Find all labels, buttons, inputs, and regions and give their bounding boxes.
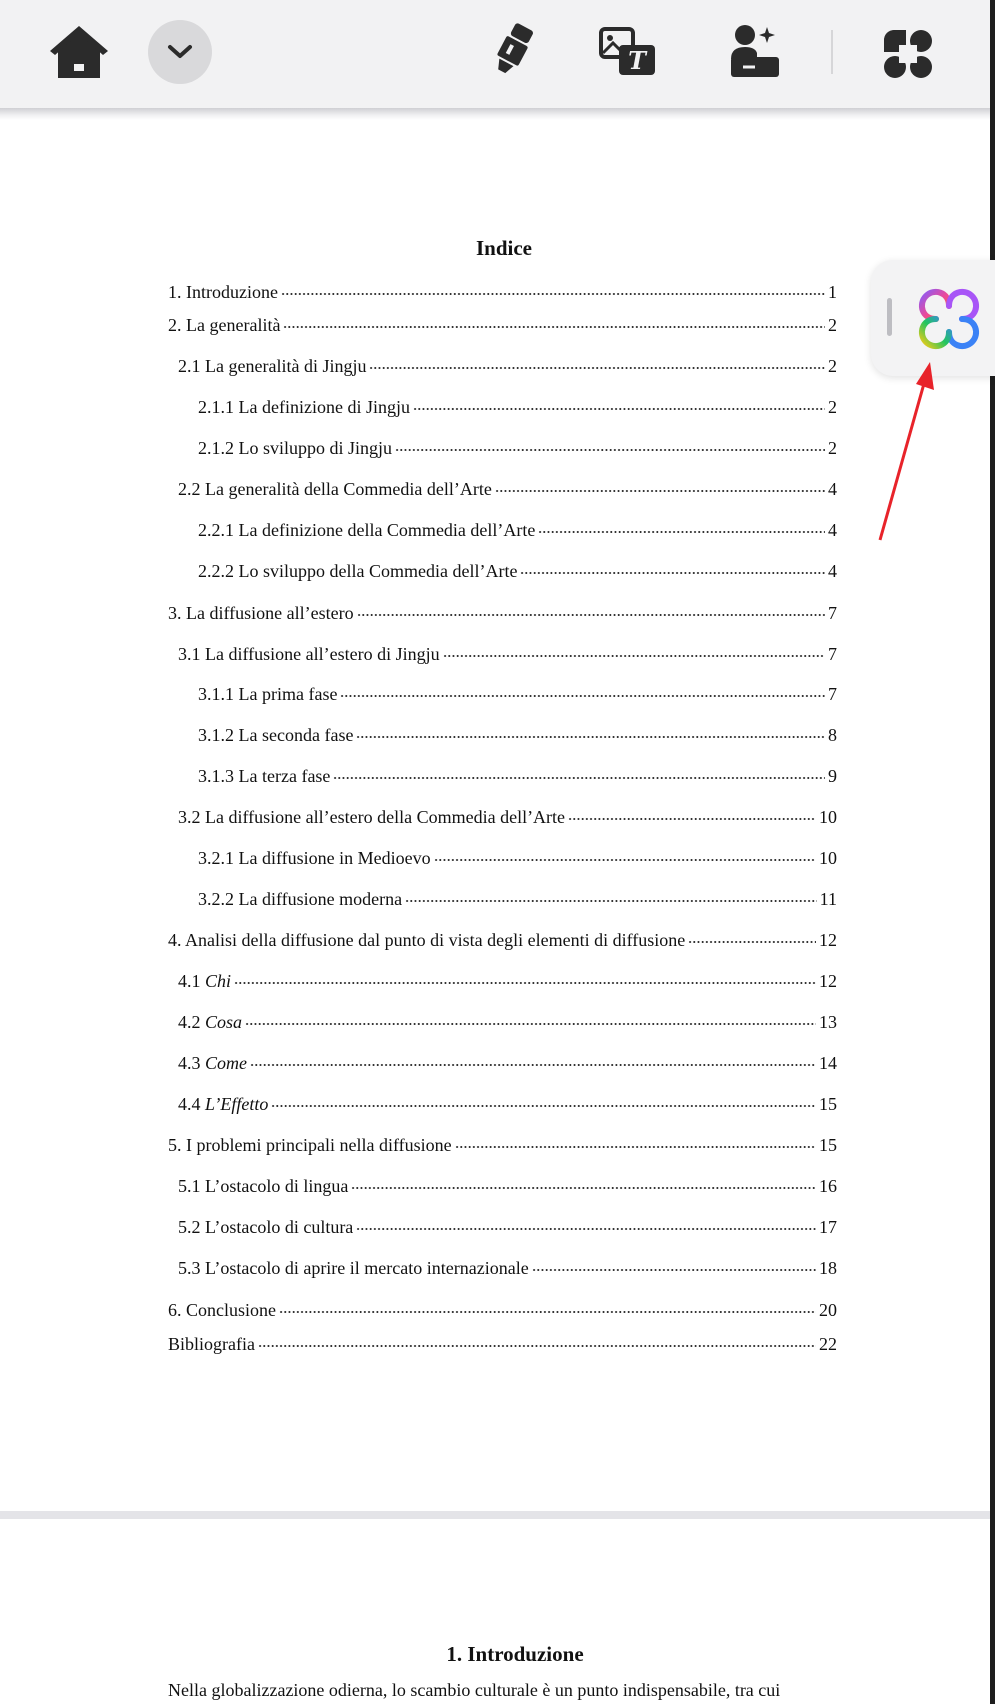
paragraph-text: Nella globalizzazione odierna, lo scambio culturale è un punto indispensabile, tra cui — [168, 1680, 781, 1700]
ai-assistant-button[interactable] — [871, 260, 995, 376]
svg-text:T: T — [628, 46, 646, 75]
chevron-down-icon — [166, 43, 194, 61]
toc-leader-dots — [568, 801, 816, 823]
toc-entry[interactable] — [168, 309, 837, 335]
collapse-toolbar-button[interactable] — [148, 20, 212, 84]
toc-leader-dots — [495, 473, 825, 495]
toc-entry-page: 7 — [828, 684, 837, 704]
toc-entry[interactable] — [178, 473, 837, 499]
toc-leader-dots — [532, 1252, 816, 1274]
toc-entry-page: 7 — [828, 603, 837, 623]
toc-entry-label — [178, 971, 231, 992]
toc-entry[interactable] — [198, 883, 837, 909]
toc-entry-page: 4 — [828, 479, 837, 499]
section-title: 1. Introduzione — [446, 1642, 584, 1666]
toc-entry-label: 3. La diffusione all’estero — [168, 603, 354, 623]
toc-entry-italic-label: Chi — [205, 971, 232, 991]
toc-entry-page: 10 — [819, 848, 837, 868]
toc-entry[interactable] — [168, 597, 837, 623]
toc-leader-dots — [520, 555, 825, 577]
toc-entry-page: 1 — [828, 282, 837, 302]
toc-entry-page: 4 — [828, 561, 837, 581]
toc-entry[interactable] — [178, 1252, 837, 1278]
toc-entry-page: 12 — [819, 971, 837, 991]
toc-leader-dots — [245, 1006, 816, 1028]
toc-entry-label: 2.1 La generalità di Jingju — [178, 356, 367, 376]
toc-entry[interactable] — [178, 1006, 837, 1032]
toc-entry-label: 5.2 L’ostacolo di cultura — [178, 1217, 354, 1237]
toc-entry[interactable] — [198, 719, 837, 745]
toc-entry[interactable] — [198, 432, 837, 458]
toc-entry-label — [178, 1094, 268, 1115]
toc-entry[interactable] — [198, 555, 837, 581]
toc-leader-dots — [351, 1170, 816, 1192]
toc-entry-label — [178, 1012, 242, 1033]
highlighter-icon[interactable] — [478, 20, 548, 80]
toc-leader-dots — [455, 1129, 816, 1151]
toc-entry[interactable] — [168, 1294, 837, 1320]
toc-entry-label: 2.1.2 Lo sviluppo di Jingju — [198, 438, 393, 458]
toc-entry-italic-label: Cosa — [205, 1012, 243, 1032]
toc-entry-page: 13 — [819, 1012, 837, 1032]
toc-entry[interactable] — [178, 350, 837, 376]
toc-entry[interactable] — [198, 842, 837, 868]
toc-leader-dots — [395, 432, 825, 454]
toc-entry-page: 16 — [819, 1176, 837, 1196]
toc-entry-label: 2.2.1 La definizione della Commedia dell’Arte — [198, 520, 536, 540]
toc-entry-page: 18 — [819, 1258, 837, 1278]
ai-image-icon[interactable] — [726, 22, 784, 80]
toc-entry[interactable] — [198, 391, 837, 417]
toc-entry-page: 2 — [828, 397, 837, 417]
toc-entry-label — [178, 1053, 247, 1074]
toc-entry-page: 11 — [819, 889, 837, 909]
toc-entry-label: 3.1.3 La terza fase — [198, 766, 331, 786]
toc-leader-dots — [405, 883, 817, 905]
toc-entry-number: 4.1 — [178, 971, 205, 991]
toc-entry[interactable] — [198, 514, 837, 540]
toc-entry-page: 4 — [828, 520, 837, 540]
toc-leader-dots — [281, 276, 825, 298]
toolbar-divider — [831, 30, 833, 74]
toc-entry-label: 2. La generalità — [168, 315, 281, 335]
toc-entry[interactable] — [178, 638, 837, 664]
toc-entry-label: 3.1.2 La seconda fase — [198, 725, 354, 745]
toc-entry-label: 3.1 La diffusione all’estero di Jingju — [178, 644, 440, 664]
toc-entry-page: 9 — [828, 766, 837, 786]
toc-entry[interactable] — [168, 1129, 837, 1155]
toc-entry-page: 2 — [828, 315, 837, 335]
toc-leader-dots — [271, 1088, 816, 1110]
toc-leader-dots — [356, 1211, 816, 1233]
toc-entry-label: 3.2 La diffusione all’estero della Commedia dell’Arte — [178, 807, 566, 827]
toc-leader-dots — [279, 1294, 816, 1316]
toc-entry-label: 2.2 La generalità della Commedia dell’Arte — [178, 479, 492, 499]
toc-entry[interactable] — [178, 1170, 837, 1196]
toc-entry[interactable] — [168, 1328, 837, 1354]
toc-entry-number: 4.2 — [178, 1012, 205, 1032]
image-to-text-icon[interactable] — [598, 26, 658, 78]
toc-entry[interactable] — [168, 924, 837, 950]
toc-leader-dots — [250, 1047, 816, 1069]
toc-entry-label: 4. Analisi della diffusione dal punto di vista degli elementi di diffusione — [168, 930, 686, 950]
toolbar-shadow — [0, 108, 990, 120]
toc-entry-label: 2.1.1 La definizione di Jingju — [198, 397, 410, 417]
annotation-arrow — [870, 360, 940, 545]
toc-leader-dots — [688, 924, 816, 946]
toc-leader-dots — [258, 1328, 816, 1350]
home-icon[interactable] — [48, 24, 110, 82]
toc-entry[interactable] — [178, 1047, 837, 1073]
ai-assistant-clover-icon — [916, 286, 982, 352]
page-separator — [0, 1511, 990, 1519]
toc-entry-page: 2 — [828, 356, 837, 376]
toc-leader-dots — [356, 719, 825, 741]
apps-grid-icon[interactable] — [880, 26, 936, 82]
toc-leader-dots — [443, 638, 825, 660]
toc-leader-dots — [340, 678, 825, 700]
toc-entry-number: 4.4 — [178, 1094, 205, 1114]
toc-entry-label: 5.3 L’ostacolo di aprire il mercato internazionale — [178, 1258, 529, 1278]
toc-entry-page: 15 — [819, 1094, 837, 1114]
drag-handle[interactable] — [887, 298, 892, 336]
toc-title: Indice — [475, 236, 532, 260]
toc-entry[interactable] — [198, 678, 837, 704]
top-toolbar — [0, 0, 990, 110]
toc-entry-page: 2 — [828, 438, 837, 458]
toc-leader-dots — [434, 842, 816, 864]
toc-entry-page: 14 — [819, 1053, 837, 1073]
toc-leader-dots — [333, 760, 825, 782]
toc-entry[interactable] — [168, 276, 837, 302]
toc-entry-number: 4.3 — [178, 1053, 205, 1073]
toc-entry[interactable] — [178, 965, 837, 991]
toc-entry-italic-label: Come — [205, 1053, 247, 1073]
toc-entry-page: 17 — [819, 1217, 837, 1237]
toc-leader-dots — [413, 391, 825, 413]
toc-entry-italic-label: L’Effetto — [205, 1094, 269, 1114]
toc-leader-dots — [538, 514, 825, 536]
document-page-introduction — [0, 1519, 990, 1704]
toc-entry[interactable] — [178, 1088, 837, 1114]
toc-entry-label: 5.1 L’ostacolo di lingua — [178, 1176, 349, 1196]
toc-entry-label: 6. Conclusione — [168, 1300, 276, 1320]
toc-entry-label: 5. I problemi principali nella diffusione — [168, 1135, 452, 1155]
toc-entry[interactable] — [198, 760, 837, 786]
toc-entry-page: 15 — [819, 1135, 837, 1155]
toc-entry-label: 3.2.2 La diffusione moderna — [198, 889, 403, 909]
toc-entry-page: 20 — [819, 1300, 837, 1320]
toc-entry-label: 2.2.2 Lo sviluppo della Commedia dell’Arte — [198, 561, 518, 581]
toc-entry-page: 10 — [819, 807, 837, 827]
toc-entry-page: 8 — [828, 725, 837, 745]
toc-leader-dots — [369, 350, 825, 372]
toc-entry-label: 3.2.1 La diffusione in Medioevo — [198, 848, 431, 868]
toc-entry-label: Bibliografia — [168, 1334, 255, 1354]
toc-entry-label: 3.1.1 La prima fase — [198, 684, 338, 704]
toc-entry-page: 12 — [819, 930, 837, 950]
toc-entry-page: 7 — [828, 644, 837, 664]
toc-entry[interactable] — [178, 801, 837, 827]
toc-entry[interactable] — [178, 1211, 837, 1237]
toc-leader-dots — [357, 597, 825, 619]
toc-leader-dots — [283, 309, 825, 331]
toc-entry-page: 22 — [819, 1334, 837, 1354]
toc-entry-label: 1. Introduzione — [168, 282, 278, 302]
toc-leader-dots — [234, 965, 816, 987]
